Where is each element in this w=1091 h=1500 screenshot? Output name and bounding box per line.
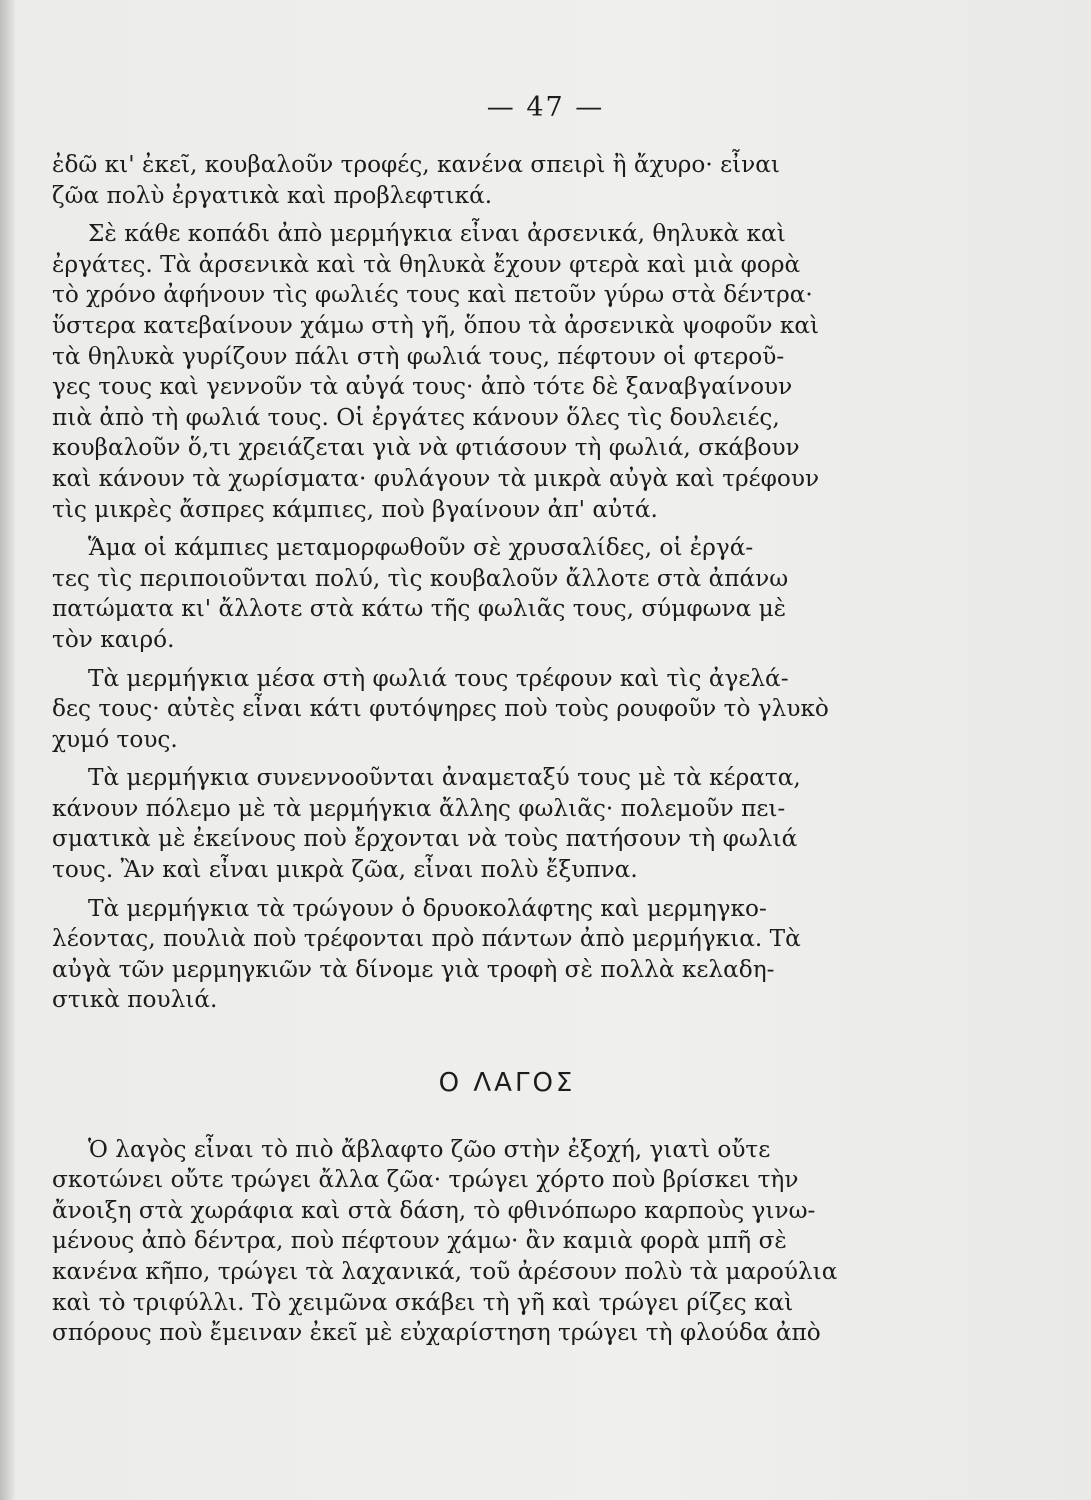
page-body [52,150,962,1357]
text-line: Ὁ λαγὸς εἶναι τὸ πιὸ ἄβλαφτο ζῶο στὴν ἐξοχή, γιατὶ οὔτε [88,1135,771,1163]
text-line: μένους ἀπὸ δέντρα, ποὺ πέφτουν χάμω· ἂν καμιὰ φορὰ μπῆ σὲ [52,1227,787,1255]
paragraph [52,219,962,525]
text-line: Τὰ μερμήγκια συνεννοοῦνται ἀναμεταξύ τους μὲ τὰ κέρατα, [88,764,801,792]
paragraph [52,664,962,756]
text-before-heading [52,150,962,1016]
text-line: λέοντας, πουλιὰ ποὺ τρέφονται πρὸ πάντων ἀπὸ μερμήγκια. Τὰ [52,925,801,953]
text-line: αὐγὰ τῶν μερμηγκιῶν τὰ δίνομε γιὰ τροφὴ σὲ πολλὰ κελαδη- [52,955,775,983]
text-line: κανένα κῆπο, τρώγει τὰ λαχανικά, τοῦ ἀρέσουν πολὺ τὰ μαρούλια [52,1258,838,1285]
text-line: Τὰ μερμήγκια μέσα στὴ φωλιά τους τρέφουν καὶ τὶς ἀγελά- [88,664,789,692]
text-line: τες τὶς περιποιοῦνται πολύ, τὶς κουβαλοῦν ἄλλοτε στὰ ἀπάνω [52,564,789,592]
section-heading: Ο ΛΑΓΟΣ [438,1068,576,1099]
text-line: καὶ τὸ τριφύλλι. Τὸ χειμῶνα σκάβει τὴ γῆ καὶ τρώγει ρίζες καὶ [52,1288,794,1316]
text-line: τὶς μικρὲς ἄσπρες κάμπιες, ποὺ βγαίνουν ἀπ' αὐτά. [52,495,658,523]
text-line: ὕστερα κατεβαίνουν χάμω στὴ γῆ, ὅπου τὰ ἀρσενικὰ ψοφοῦν καὶ [52,311,820,339]
text-line: κουβαλοῦν ὅ,τι χρειάζεται γιὰ νὰ φτιάσουν τὴ φωλιά, σκάβουν [52,434,800,462]
text-line: στικὰ πουλιά. [52,986,218,1014]
text-line: τὸν καιρό. [52,625,175,653]
text-line: σκοτώνει οὔτε τρώγει ἄλλα ζῶα· τρώγει χόρτο ποὺ βρίσκει τὴν [52,1166,799,1194]
text-line: γες τους καὶ γεννοῦν τὰ αὐγά τους· ἀπὸ τότε δὲ ξαναβγαίνουν [52,373,793,401]
page-binding-edge [0,0,14,1500]
text-line: ζῶα πολὺ ἐργατικὰ καὶ προβλεφτικά. [52,181,493,209]
paragraph [52,894,962,1016]
text-line: τὸ χρόνο ἀφήνουν τὶς φωλιές τους καὶ πετοῦν γύρω στὰ δέντρα· [52,281,813,309]
text-line: πατώματα κι' ἄλλοτε στὰ κάτω τῆς φωλιᾶς τους, σύμφωνα μὲ [52,595,787,623]
text-after-heading [52,1135,962,1349]
page-number: — 47 — [486,92,605,123]
text-line: ἄνοιξη στὰ χωράφια καὶ στὰ δάση, τὸ φθινόπωρο καρποὺς γινω- [52,1196,816,1224]
text-line: σματικὰ μὲ ἐκείνους ποὺ ἔρχονται νὰ τοὺς πατήσουν τὴ φωλιά [52,825,798,853]
text-line: Τὰ μερμήγκια τὰ τρώγουν ὁ δρυοκολάφτης καὶ μερμηγκο- [88,894,767,922]
text-line: Ἅμα οἱ κάμπιες μεταμορφωθοῦν σὲ χρυσαλίδες, οἱ ἐργά- [88,534,754,562]
text-line: ἐργάτες. Τὰ ἀρσενικὰ καὶ τὰ θηλυκὰ ἔχουν φτερὰ καὶ μιὰ φορὰ [52,250,801,278]
text-line: ἐδῶ κι' ἐκεῖ, κουβαλοῦν τροφές, κανένα σπειρὶ ἢ ἄχυρο· εἶναι [52,151,781,178]
text-line: καὶ κάνουν τὰ χωρίσματα· φυλάγουν τὰ μικρὰ αὐγὰ καὶ τρέφουν [52,464,820,492]
text-line: τους. Ἂν καὶ εἶναι μικρὰ ζῶα, εἶναι πολὺ ἔξυπνα. [52,856,638,884]
paragraph [52,150,962,211]
text-line: κάνουν πόλεμο μὲ τὰ μερμήγκια ἄλλης φωλιᾶς· πολεμοῦν πει- [52,794,786,822]
text-line: πιὰ ἀπὸ τὴ φωλιά τους. Οἱ ἐργάτες κάνουν ὅλες τὶς δουλειές, [52,403,780,431]
paragraph [52,1135,962,1349]
text-line: Σὲ κάθε κοπάδι ἀπὸ μερμήγκια εἶναι ἀρσενικά, θηλυκὰ καὶ [88,220,786,248]
text-line: σπόρους ποὺ ἔμειναν ἐκεῖ μὲ εὐχαρίστηση τρώγει τὴ φλούδα ἀπὸ [52,1319,821,1347]
text-line: τὰ θηλυκὰ γυρίζουν πάλι στὴ φωλιά τους, πέφτουν οἱ φτεροῦ- [52,342,785,370]
text-line: χυμό τους. [52,725,178,753]
paragraph [52,763,962,885]
paragraph [52,533,962,655]
text-line: δες τους· αὐτὲς εἶναι κάτι φυτόψηρες ποὺ τοὺς ρουφοῦν τὸ γλυκὸ [52,695,829,723]
